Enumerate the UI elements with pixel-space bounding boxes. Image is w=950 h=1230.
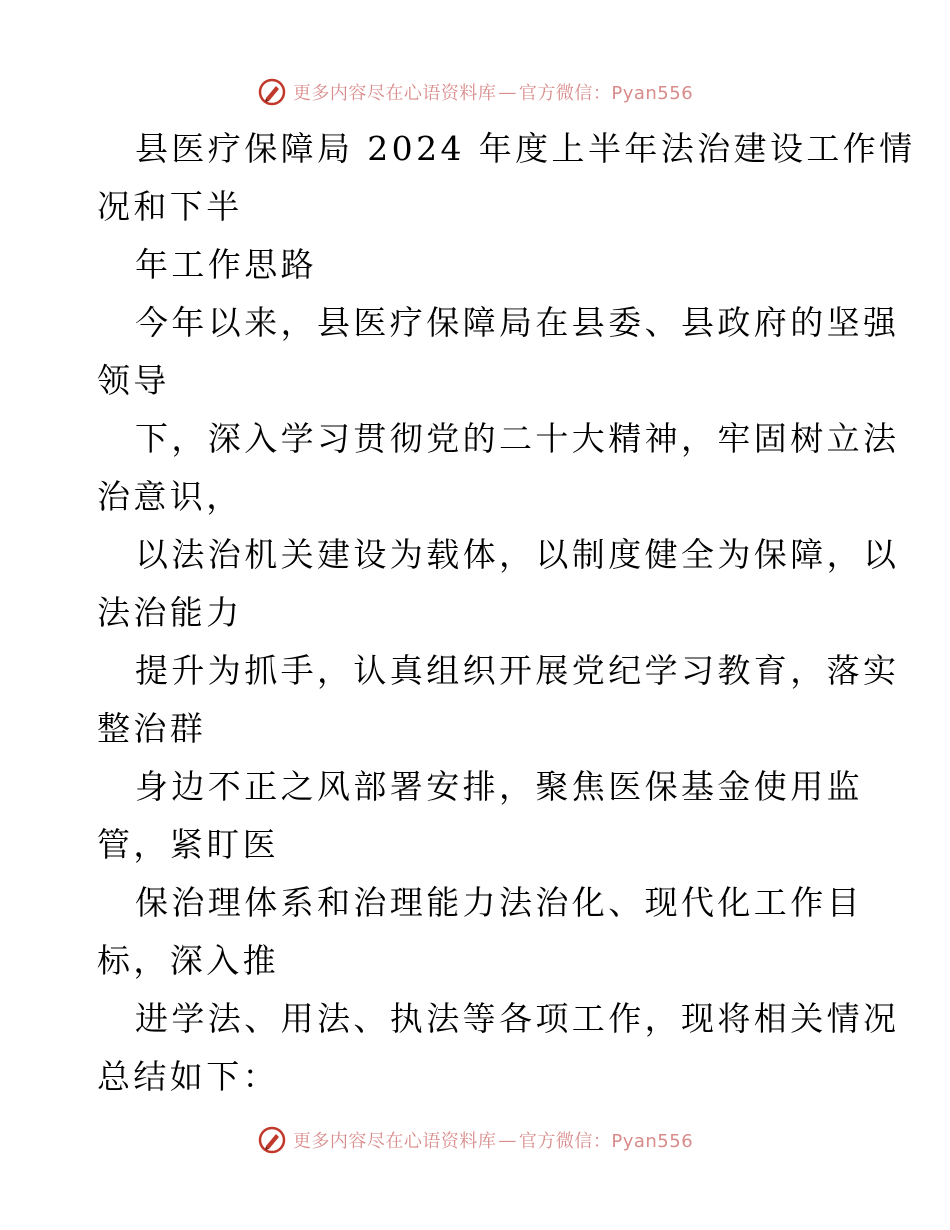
watermark-footer (0, 1120, 950, 1160)
paragraph-line: 进学法、用法、执法等各项工作，现将相关情况 (135, 999, 900, 1038)
paragraph-line: 领导 (97, 361, 170, 400)
paragraph-line: 治意识， (97, 477, 243, 516)
paragraph-line: 保治理体系和治理能力法治化、现代化工作目 (135, 883, 863, 922)
paragraph-line: 整治群 (97, 709, 207, 748)
watermark-brand: 更多内容尽在心语资料库 (292, 1131, 497, 1152)
paragraph-line: 下，深入学习贯彻党的二十大精神，牢固树立法 (135, 419, 900, 458)
watermark-brand: 更多内容尽在心语资料库 (292, 83, 497, 104)
paragraph-line: 标，深入推 (97, 941, 279, 980)
pen-logo-icon (257, 1125, 287, 1155)
title-line-1: 县医疗保障局 2024 年度上半年法治建设工作情 (135, 129, 916, 168)
paragraph-line: 法治能力 (97, 593, 243, 632)
watermark-contact: 官方微信：Pyan556 (518, 1131, 694, 1152)
paragraph-line: 身边不正之风部署安排，聚焦医保基金使用监 (135, 767, 863, 806)
paragraph-line: 管，紧盯医 (97, 825, 279, 864)
watermark-header (0, 72, 950, 112)
paragraph-line: 以法治机关建设为载体，以制度健全为保障，以 (135, 535, 900, 574)
pen-logo-icon (257, 77, 287, 107)
watermark-contact: 官方微信：Pyan556 (518, 83, 694, 104)
paragraph-line: 今年以来，县医疗保障局在县委、县政府的坚强 (135, 303, 900, 342)
title-line-2: 况和下半 (97, 187, 243, 226)
paragraph-line: 总结如下： (97, 1057, 279, 1096)
document-body (97, 120, 916, 1106)
watermark-separator: — (498, 1129, 517, 1151)
paragraph-line: 提升为抓手，认真组织开展党纪学习教育，落实 (135, 651, 900, 690)
watermark-separator: — (498, 81, 517, 103)
title-line-3: 年工作思路 (135, 245, 317, 284)
